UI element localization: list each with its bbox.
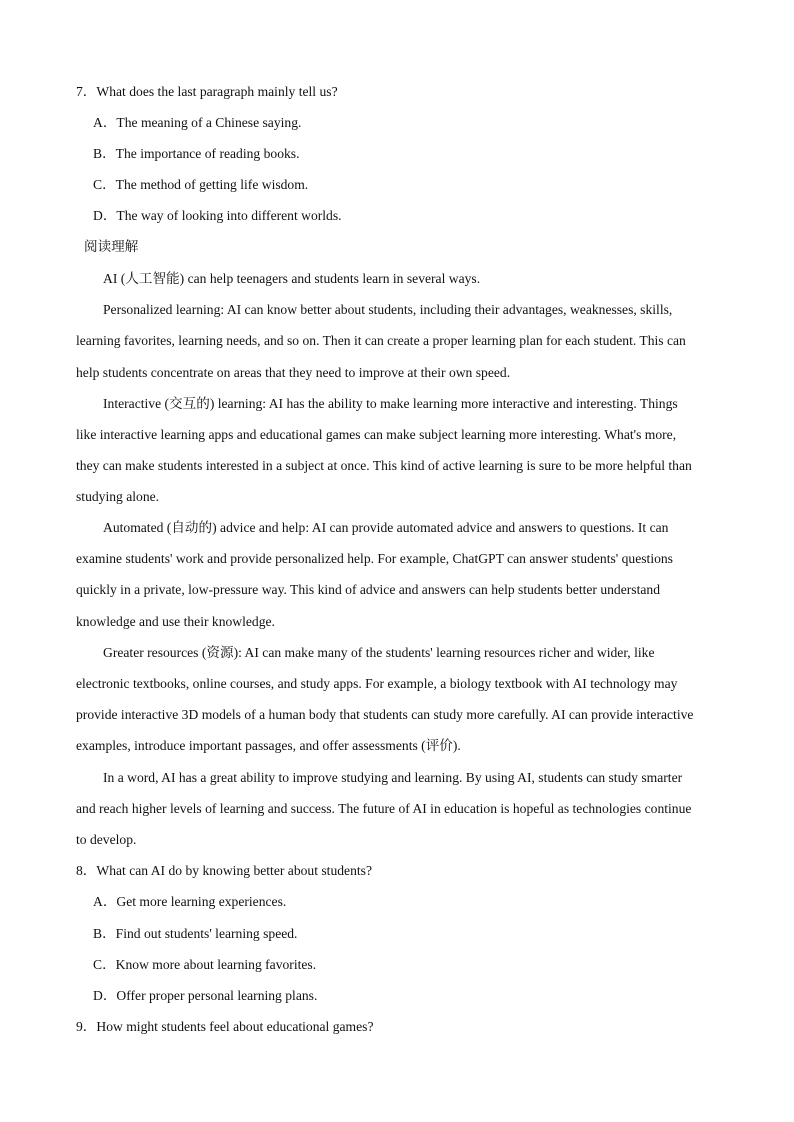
passage-paragraph-5-line: to develop. bbox=[76, 832, 137, 847]
question-7-stem: 7．What does the last paragraph mainly tell us? bbox=[76, 84, 338, 99]
passage-paragraph-5-line: and reach higher levels of learning and success. The future of AI in education is hopeful as technologies continue bbox=[76, 801, 692, 816]
passage-paragraph-4-line: provide interactive 3D models of a human body that students can study more carefully. AI can provide interactive bbox=[76, 707, 694, 722]
question-8-option-b: B．Find out students' learning speed. bbox=[93, 926, 298, 941]
question-7-option-c: C．The method of getting life wisdom. bbox=[93, 177, 309, 192]
passage-paragraph-2-line: studying alone. bbox=[76, 489, 160, 504]
question-8-stem: 8．What can AI do by knowing better about students? bbox=[76, 863, 372, 878]
passage-paragraph-3-line: Automated (自动的) advice and help: AI can provide automated advice and answers to questions. It can bbox=[103, 520, 669, 535]
question-8-option-c: C．Know more about learning favorites. bbox=[93, 957, 317, 972]
passage-paragraph-2-line: Interactive (交互的) learning: AI has the ability to make learning more interactive and interesting. Things bbox=[103, 396, 678, 411]
passage-paragraph-1-line: Personalized learning: AI can know better about students, including their advantages, weaknesses, skills, bbox=[103, 302, 673, 317]
question-7-option-a: A．The meaning of a Chinese saying. bbox=[93, 115, 302, 130]
passage-paragraph-1-line: help students concentrate on areas that they need to improve at their own speed. bbox=[76, 365, 511, 380]
passage-paragraph-3-line: knowledge and use their knowledge. bbox=[76, 614, 275, 629]
passage-paragraph-3-line: quickly in a private, low-pressure way. This kind of advice and answers can help students better understand bbox=[76, 582, 660, 597]
passage-paragraph-5-line: In a word, AI has a great ability to improve studying and learning. By using AI, students can study smarter bbox=[103, 770, 683, 785]
passage-paragraph-4-line: Greater resources (资源): AI can make many of the students' learning resources richer and wider, like bbox=[103, 645, 655, 660]
passage-paragraph-3-line: examine students' work and provide personalized help. For example, ChatGPT can answer students' questions bbox=[76, 551, 673, 566]
passage-intro: AI (人工智能) can help teenagers and students learn in several ways. bbox=[103, 271, 481, 286]
passage-paragraph-2-line: they can make students interested in a subject at once. This kind of active learning is sure to be more helpful than bbox=[76, 458, 692, 473]
question-7-option-d: D．The way of looking into different worlds. bbox=[93, 208, 342, 223]
passage-paragraph-4-line: examples, introduce important passages, and offer assessments (评价). bbox=[76, 738, 461, 753]
section-title: 阅读理解 bbox=[84, 239, 139, 254]
passage-paragraph-4-line: electronic textbooks, online courses, and study apps. For example, a biology textbook with AI technology may bbox=[76, 676, 678, 691]
question-8-option-a: A．Get more learning experiences. bbox=[93, 894, 287, 909]
question-9-stem: 9．How might students feel about educational games? bbox=[76, 1019, 374, 1034]
question-7-option-b: B．The importance of reading books. bbox=[93, 146, 300, 161]
question-8-option-d: D．Offer proper personal learning plans. bbox=[93, 988, 318, 1003]
passage-paragraph-2-line: like interactive learning apps and educational games can make subject learning more interesting. What's more, bbox=[76, 427, 677, 442]
passage-paragraph-1-line: learning favorites, learning needs, and so on. Then it can create a proper learning plan for each student. This can bbox=[76, 333, 686, 348]
